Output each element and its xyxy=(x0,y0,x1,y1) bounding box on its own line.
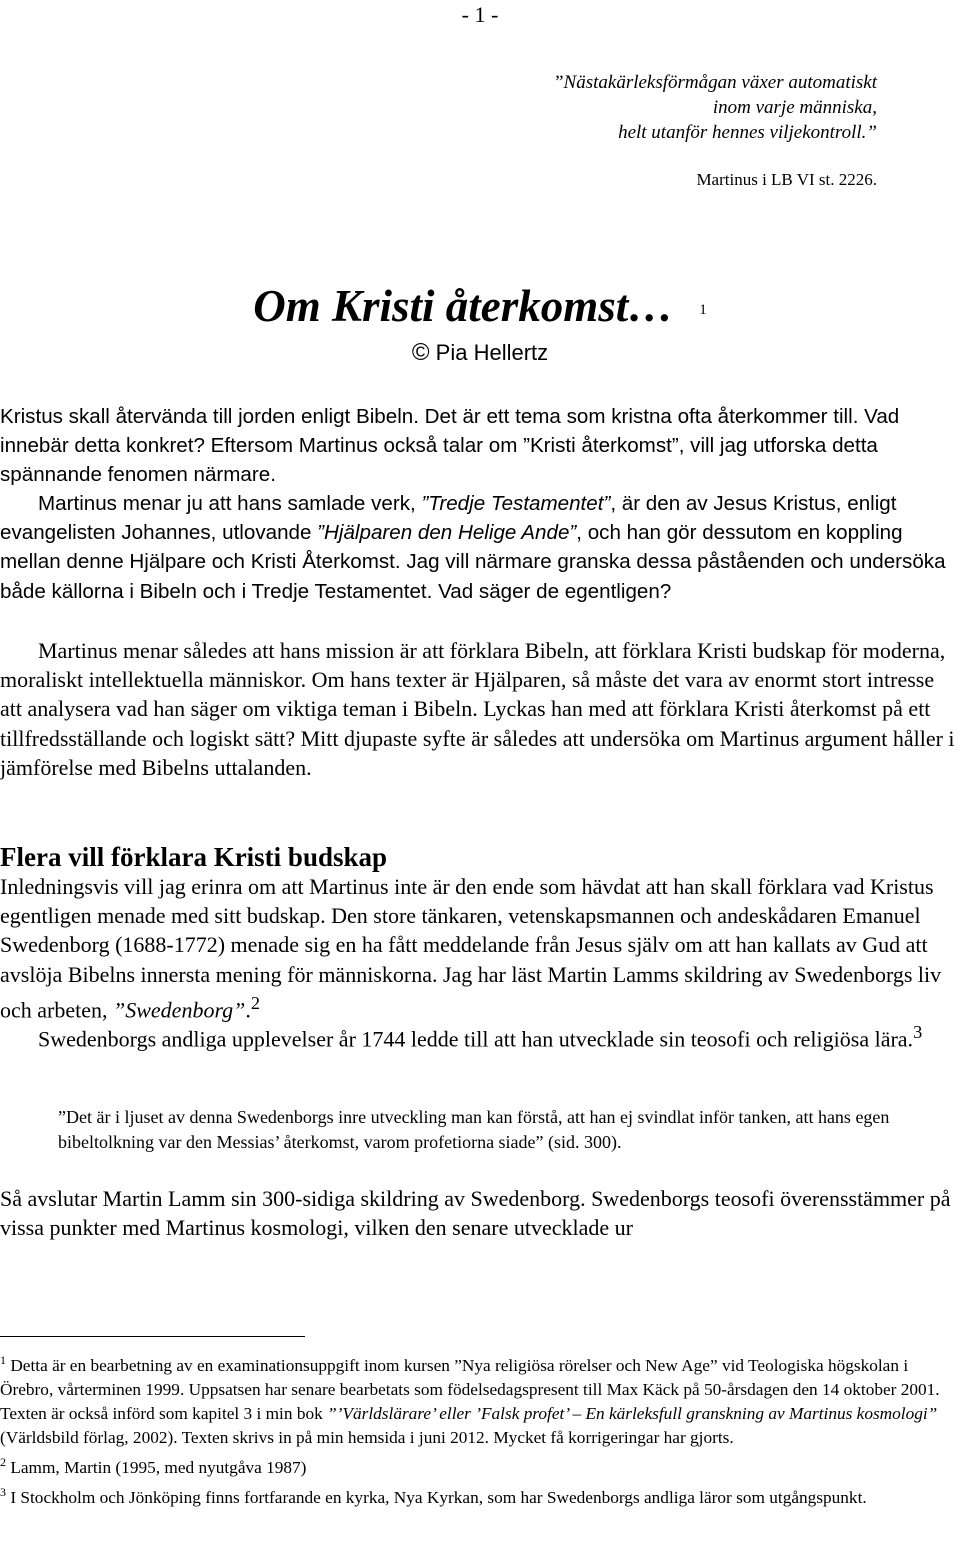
footnote-1 xyxy=(0,1348,958,1450)
author-line xyxy=(0,338,960,368)
epigraph-source: Martinus i LB VI st. 2226. xyxy=(696,170,877,189)
sec1-p1-text-a: Inledningsvis vill jag erinra om att Martinus inte är den ende som hävdat att han skall förklara vad Kristus egentligen menade med sitt budskap. Den store tänkaren, vetenskapsmannen och andeskådaren Emanuel Swedenborg (1688-1772) menade sig en ha fått meddelande från Jesus själv om att han kallats av Gud att avslöja Bibelns innersta mening för människorna. Jag har läst Martin Lamms skildring av Swedenborgs liv och arbeten, xyxy=(0,874,942,1023)
footnotes xyxy=(0,1348,958,1509)
footnote-1-text-a: Detta är en bearbetning av en examinationsuppgift inom kursen ”Nya religiösa rörelser och New Age” vid Teologiska högskolan i Örebro, vårterminen 1999. Uppsatsen har senare bearbetats som födelsedagspresent till Max Käck på 50-årsdagen den 14 oktober 2001. Texten är också införd som kapitel 3 i min bok xyxy=(0,1355,940,1423)
footnote-2 xyxy=(0,1450,958,1480)
footnote-mark-3: 3 xyxy=(0,1484,6,1499)
body1-text-c: , och han gör dessutom en koppling mellan denne Hjälpare och Kristi Återkomst. Jag vill närmare granska dessa påståenden och undersöka både källorna i Bibeln och i Tredje Testamentet. Vad säger de egentligen? xyxy=(0,521,946,603)
page-number: - 1 - xyxy=(461,2,499,27)
footnote-mark-2: 2 xyxy=(0,1454,6,1469)
epigraph-line: helt utanför hennes viljekontroll.” xyxy=(618,122,877,143)
body2-text: Martinus menar således att hans mission är att förklara Bibeln, att förklara Kristi budskap för moderna, moraliskt intellektuella människor. Om hans texter är Hjälparen, så måste det vara av enormt stort intresse att analysera vad han säger om viktiga teman i Bibeln. Lyckas han med att förklara Kristi återkomst på ett tillfredsställande och logiskt sätt? Mitt djupaste syfte är således att undersöka om Martinus argument håller i jämförelse med Bibelns uttalanden. xyxy=(0,638,955,780)
body1-text-b: , är den av Jesus Kristus, enligt evangelisten Johannes, utlovande xyxy=(0,492,897,545)
footnote-ref-2[interactable]: 2 xyxy=(250,992,261,1013)
body1-text-a: Martinus menar ju att hans samlade verk, xyxy=(38,492,422,515)
footnote-ref-3[interactable]: 3 xyxy=(913,1022,923,1042)
copyright-icon: © xyxy=(411,339,430,366)
author-name: Pia Hellertz xyxy=(435,340,549,365)
body1-italic-helper: ”Hjälparen den Helige Ande” xyxy=(317,521,577,545)
sec1-p1-text-b: . xyxy=(245,997,251,1023)
sec1-p2-text: Swedenborgs andliga upplevelser år 1744 ledde till att han utvecklade sin teosofi och religiösa lära. xyxy=(38,1026,914,1052)
section-heading: Flera vill förklara Kristi budskap xyxy=(0,842,388,872)
title-footnote-mark[interactable]: 1 xyxy=(699,302,707,318)
body-paragraph-1 xyxy=(0,489,958,606)
footnote-3 xyxy=(0,1480,958,1510)
epigraph xyxy=(553,70,877,145)
document-title xyxy=(0,278,960,334)
block-quote: ”Det är i ljuset av denna Swedenborgs inre utveckling man kan förstå, att han ej svindlat inför tanken, att hans egen bibeltolkning var den Messias’ återkomst, varom profetiorna siade” (sid. 300). xyxy=(58,1107,890,1152)
footnote-separator xyxy=(0,1336,305,1337)
epigraph-line: ”Nästakärleksförmågan växer automatiskt xyxy=(552,72,877,93)
footnote-1-italic: ”’Världslärare’ eller ’Falsk profet’ – En kärleksfull granskning av Martinus kosmologi” xyxy=(327,1403,938,1423)
footnote-mark-1: 1 xyxy=(0,1353,6,1367)
footnote-2-text: Lamm, Martin (1995, med nyutgåva 1987) xyxy=(6,1457,307,1477)
footnote-3-text: I Stockholm och Jönköping finns fortfarande en kyrka, Nya Kyrkan, som har Swedenborgs andliga läror som utgångspunkt. xyxy=(6,1487,867,1507)
section-paragraph-1 xyxy=(0,872,958,1024)
intro-paragraph: Kristus skall återvända till jorden enligt Bibeln. Det är ett tema som kristna ofta återkommer till. Vad innebär detta konkret? Eftersom Martinus också talar om ”Kristi återkomst”, vill jag utforska detta spännande fenomen närmare. xyxy=(0,405,900,487)
body-paragraph-2 xyxy=(0,636,958,782)
section-paragraph-3: Så avslutar Martin Lamm sin 300-sidiga skildring av Swedenborg. Swedenborgs teosofi överensstämmer på vissa punkter med Martinus kosmologi, vilken den senare utvecklade ur xyxy=(0,1186,951,1241)
sec1-p1-italic: ”Swedenborg” xyxy=(113,997,246,1023)
section-paragraph-2 xyxy=(0,1018,958,1054)
title-text: Om Kristi återkomst… xyxy=(253,281,674,331)
footnote-1-text-b: (Världsbild förlag, 2002). Texten skrivs in på min hemsida i juni 2012. Mycket få korrigeringar har gjorts. xyxy=(0,1427,734,1447)
epigraph-line: inom varje människa, xyxy=(712,97,877,118)
body1-italic-title: ”Tredje Testamentet” xyxy=(421,492,611,515)
